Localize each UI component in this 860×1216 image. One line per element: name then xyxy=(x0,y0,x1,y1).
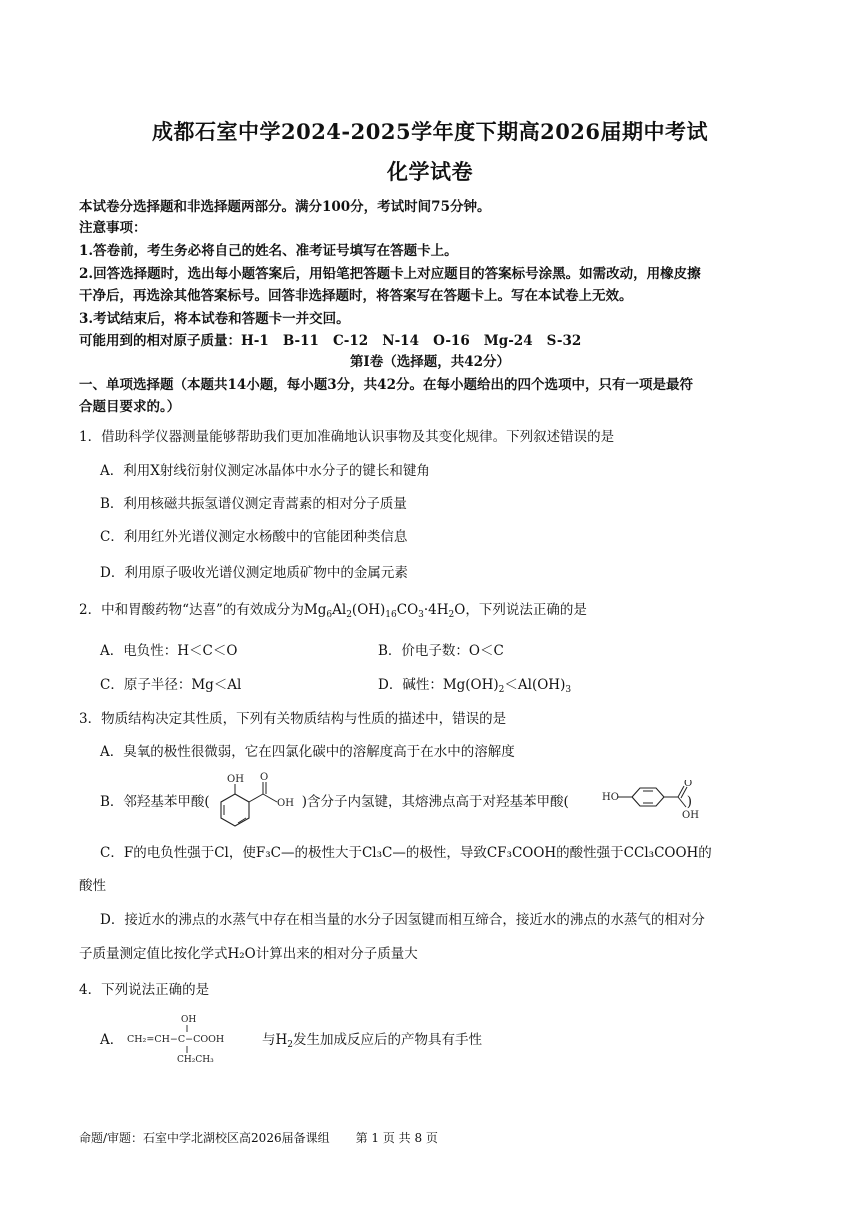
section-heading-a: 一、单项选择题（本题共14小题，每小题3分，共42分。在每小题给出的四个选项中，只有一项是最符 xyxy=(79,377,693,393)
page-footer xyxy=(79,1129,464,1146)
notice-3: 3.考试结束后，将本试卷和答题卡一并交回。 xyxy=(79,311,350,327)
intro-text: 本试卷分选择题和非选择题两部分。满分100分，考试时间75分钟。 xyxy=(79,199,491,215)
q2-stem-b: ，下列说法正确的是 xyxy=(465,602,587,618)
p-hydroxybenzoic-acid-structure xyxy=(600,780,720,826)
q1-stem: 1．借助科学仪器测量能够帮助我们更加准确地认识事物及其变化规律。下列叙述错误的是 xyxy=(79,429,615,445)
notice-label: 注意事项： xyxy=(79,220,147,236)
q4-option-a-text: 与$H_2$发生加成反应后的产物具有手性 xyxy=(262,1032,483,1050)
q4-option-a-label: A． xyxy=(100,1032,124,1048)
q3-option-b-c: ) xyxy=(686,794,693,810)
svg-text:O: O xyxy=(260,772,269,783)
q3-option-c-a: C．F的电负性强于Cl，使F₃C—的极性大于Cl₃C—的极性，导致CF₃COOH的酸性强于CCl₃COOH的 xyxy=(100,845,712,861)
q2-stem xyxy=(79,600,784,620)
q2-option-d: D．碱性：$Mg(OH)_2<Al(OH)_3$ xyxy=(378,677,572,695)
q3-option-c-b: 酸性 xyxy=(79,878,106,894)
q2-option-c: C．原子半径：Mg＜Al xyxy=(100,677,242,693)
notice-2b: 干净后，再选涂其他答案标号。回答非选择题时，将答案写在答题卡上。写在本试卷上无效。 xyxy=(79,288,633,304)
atomic-masses: 可能用到的相对原子质量：H-1 B-11 C-12 N-14 O-16 Mg-24 S-32 xyxy=(79,333,582,349)
exam-title: 成都石室中学2024-2025学年度下期高2026届期中考试 xyxy=(151,119,709,144)
q4-option-a-text-b: 发生加成反应后的产物具有手性 xyxy=(293,1032,483,1048)
q2-option-d-b: ＜Al(OH) xyxy=(504,677,566,693)
salicylic-acid-structure xyxy=(213,772,305,830)
svg-text:OH: OH xyxy=(682,810,699,821)
q1-option-a: A．利用X射线衍射仪测定冰晶体中水分子的键长和键角 xyxy=(100,463,430,479)
svg-text:O: O xyxy=(684,780,693,789)
q1-option-d: D．利用原子吸收光谱仪测定地质矿物中的金属元素 xyxy=(100,565,408,581)
svg-text:OH: OH xyxy=(277,798,294,809)
q3-option-d-a: D．接近水的沸点的水蒸气中存在相当量的水分子因氢键而相互缔合，接近水的沸点的水蒸气的相对分 xyxy=(100,912,705,928)
svg-text:CH₂CH₃: CH₂CH₃ xyxy=(177,1055,214,1065)
q2-formula: $Mg_6Al_2(OH)_{16}CO_3\cdot 4H_2O$ xyxy=(303,602,466,620)
q3-option-a: A．臭氧的极性很微弱，它在四氯化碳中的溶解度高于在水中的溶解度 xyxy=(100,744,515,760)
q4-stem: 4．下列说法正确的是 xyxy=(79,982,210,998)
q3-stem: 3．物质结构决定其性质，下列有关物质结构与性质的描述中，错误的是 xyxy=(79,711,507,727)
svg-text:CH₂=CH−C−COOH: CH₂=CH−C−COOH xyxy=(127,1034,225,1045)
footer-credit: 命题/审题：石室中学北湖校区高2026届备课组 xyxy=(79,1131,330,1145)
q2-option-d-a: D．碱性：Mg(OH) xyxy=(378,677,499,693)
svg-text:OH: OH xyxy=(227,774,244,785)
q1-option-b: B．利用核磁共振氢谱仪测定青蒿素的相对分子质量 xyxy=(100,496,407,512)
exam-subtitle: 化学试卷 xyxy=(387,159,473,184)
notice-1: 1.答卷前，考生务必将自己的姓名、准考证号填写在答题卡上。 xyxy=(79,243,458,259)
section-heading-b: 合题目要求的。） xyxy=(79,399,181,415)
q1-option-c: C．利用红外光谱仪测定水杨酸中的官能团种类信息 xyxy=(100,529,408,545)
q4-structure xyxy=(125,1010,260,1065)
q3-option-d-b: 子质量测定值比按化学式H₂O计算出来的相对分子质量大 xyxy=(79,946,418,962)
section-title: 第Ⅰ卷（选择题，共42分） xyxy=(349,354,511,370)
q3-option-b-b: )含分子内氢键，其熔沸点高于对羟基苯甲酸( xyxy=(301,794,569,810)
q4-option-a-text-a: 与H xyxy=(262,1032,288,1048)
q2-option-a: A．电负性：H＜C＜O xyxy=(100,643,238,659)
q3-option-b-a: B．邻羟基苯甲酸( xyxy=(100,794,210,810)
q2-option-b: B．价电子数：O＜C xyxy=(378,643,504,659)
q2-stem-a: 2．中和胃酸药物“达喜”的有效成分为 xyxy=(79,602,304,618)
notice-2a: 2.回答选择题时，选出每小题答案后，用铅笔把答题卡上对应题目的答案标号涂黑。如需改动，用橡皮擦 xyxy=(79,266,701,282)
svg-text:HO: HO xyxy=(602,792,619,803)
svg-text:OH: OH xyxy=(181,1015,197,1025)
page-number: 第 1 页 共 8 页 xyxy=(355,1131,438,1145)
